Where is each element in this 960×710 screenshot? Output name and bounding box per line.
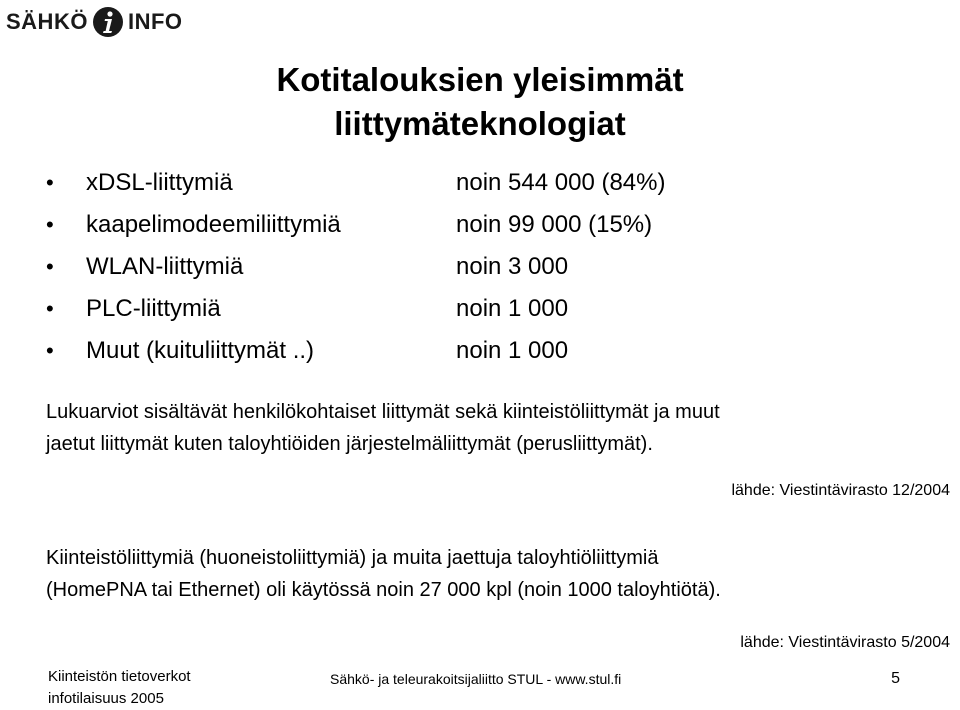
sahko-info-logo bbox=[6, 4, 183, 40]
connection-type-count: noin 3 000 bbox=[456, 253, 569, 280]
bullet-icon: • bbox=[46, 212, 54, 237]
estimate-note-paragraph bbox=[46, 396, 720, 460]
slide-title bbox=[180, 58, 780, 146]
source-citation: lähde: Viestintävirasto 12/2004 bbox=[731, 482, 950, 499]
property-connections-paragraph bbox=[46, 542, 721, 606]
info-i-circle-icon bbox=[92, 6, 124, 38]
connection-type-label: kaapelimodeemiliittymiä bbox=[86, 211, 341, 238]
bullet-icon: • bbox=[46, 254, 54, 279]
logo-right-word: INFO bbox=[127, 9, 183, 34]
source-citation: lähde: Viestintävirasto 5/2004 bbox=[740, 634, 950, 651]
estimate-note-line1: Lukuarviot sisältävät henkilökohtaiset liittymät sekä kiinteistöliittymät ja muut bbox=[46, 401, 720, 423]
footer-event-title: Kiinteistön tietoverkot bbox=[48, 668, 191, 685]
property-connections-line2: (HomePNA tai Ethernet) oli käytössä noin 27 000 kpl (noin 1000 taloyhtiötä). bbox=[46, 579, 721, 601]
bullet-icon: • bbox=[46, 338, 54, 363]
connection-type-label: WLAN-liittymiä bbox=[86, 253, 244, 280]
list-item bbox=[46, 330, 756, 372]
connection-type-count: noin 1 000 bbox=[456, 337, 569, 364]
connection-type-label: xDSL-liittymiä bbox=[86, 169, 233, 196]
list-item bbox=[46, 246, 756, 288]
estimate-note-line2: jaetut liittymät kuten taloyhtiöiden järjestelmäliittymät (perusliittymät). bbox=[46, 433, 653, 455]
property-connections-line1: Kiinteistöliittymiä (huoneistoliittymiä) ja muita jaettuja taloyhtiöliittymiä bbox=[46, 547, 659, 569]
list-item bbox=[46, 162, 756, 204]
connection-type-count: noin 1 000 bbox=[456, 295, 569, 322]
bullet-icon: • bbox=[46, 296, 54, 321]
list-item bbox=[46, 204, 756, 246]
bullet-icon: • bbox=[46, 170, 54, 195]
slide-title-line1: Kotitalouksien yleisimmät bbox=[276, 61, 684, 98]
connection-type-list bbox=[46, 162, 756, 372]
slide-title-line2: liittymäteknologiat bbox=[334, 105, 626, 142]
footer-event-info bbox=[48, 666, 191, 710]
connection-type-count: noin 544 000 (84%) bbox=[456, 169, 666, 196]
logo-left-word: SÄHKÖ bbox=[6, 9, 88, 34]
footer-organization: Sähkö- ja teleurakoitsijaliitto STUL - www.stul.fi bbox=[330, 671, 622, 687]
connection-type-count: noin 99 000 (15%) bbox=[456, 211, 653, 238]
list-item bbox=[46, 288, 756, 330]
page-number: 5 bbox=[891, 670, 900, 687]
connection-type-label: Muut (kuituliittymät ..) bbox=[86, 337, 315, 364]
footer-event-subtitle: infotilaisuus 2005 bbox=[48, 690, 164, 707]
connection-type-label: PLC-liittymiä bbox=[86, 295, 221, 322]
